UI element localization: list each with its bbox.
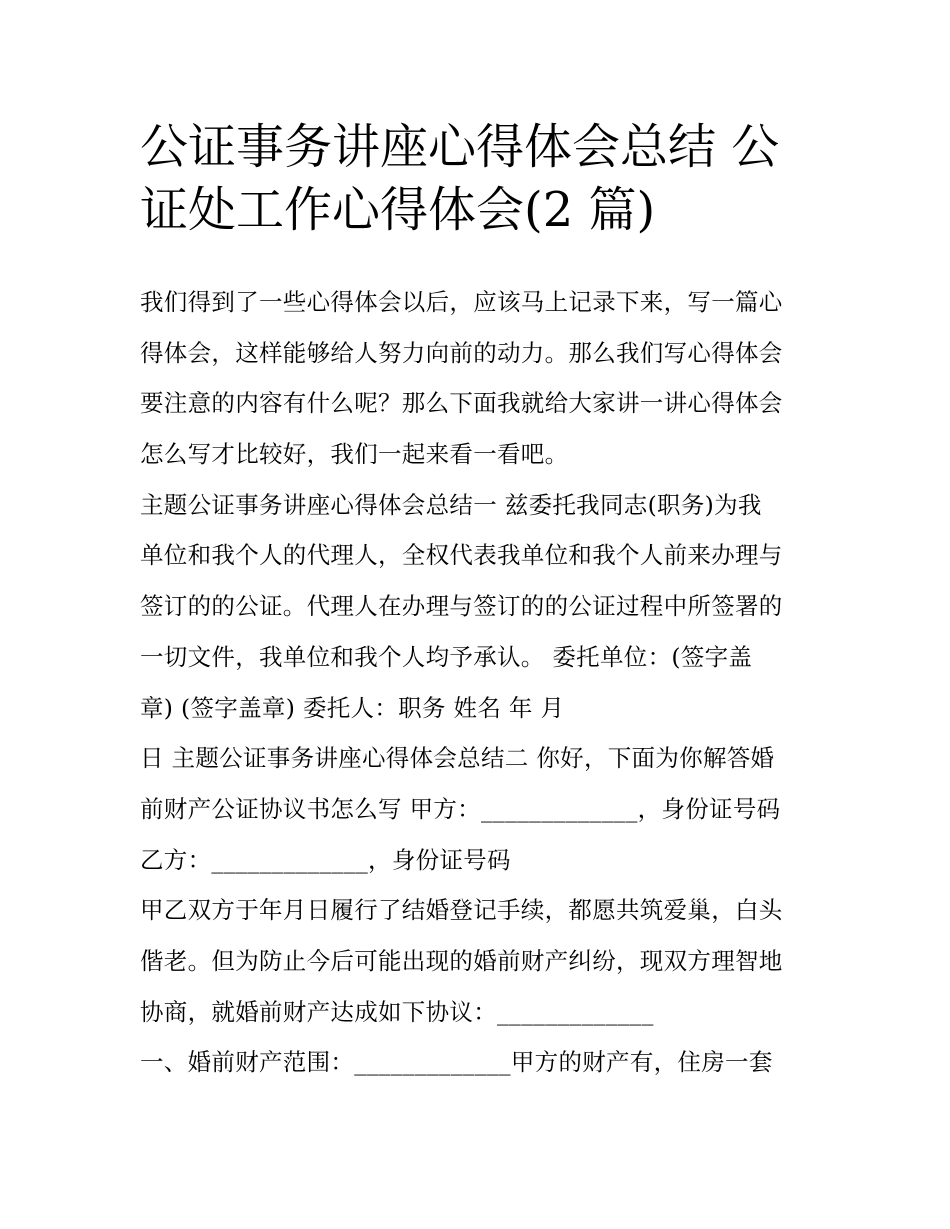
body-line: 甲乙双方于年月日履行了结婚登记手续，都愿共筑爱巢，白头 — [140, 896, 783, 925]
body-line: 日 主题公证事务讲座心得体会总结二 你好，下面为你解答婚 — [140, 744, 775, 773]
title-line-1: 公证事务讲座心得体会总结 公 — [140, 119, 780, 175]
title-line-2: 证处工作心得体会(2 篇) — [140, 182, 656, 238]
body-line: 协商，就婚前财产达成如下协议：_____________ — [140, 997, 654, 1026]
body-line: 乙方：_____________，身份证号码 — [140, 845, 511, 874]
body-line: 一、婚前财产范围：_____________甲方的财产有，住房一套 — [140, 1048, 773, 1077]
document-title — [140, 116, 820, 242]
body-line: 一切文件，我单位和我个人均予承认。 委托单位：(签字盖 — [140, 642, 753, 671]
body-line: 得体会，这样能够给人努力向前的动力。那么我们写心得体会 — [140, 338, 783, 367]
document-body — [140, 277, 830, 1088]
body-line: 主题公证事务讲座心得体会总结一 兹委托我同志(职务)为我 — [140, 490, 762, 519]
body-line: 前财产公证协议书怎么写 甲方：_____________，身份证号码 — [140, 794, 781, 823]
body-line: 章) (签字盖章) 委托人：职务 姓名 年 月 — [140, 693, 565, 722]
body-line: 偕老。但为防止今后可能出现的婚前财产纠纷，现双方理智地 — [140, 946, 783, 975]
body-line: 要注意的内容有什么呢？那么下面我就给大家讲一讲心得体会 — [140, 389, 783, 418]
body-line: 单位和我个人的代理人，全权代表我单位和我个人前来办理与 — [140, 541, 783, 570]
body-line: 怎么写才比较好，我们一起来看一看吧。 — [140, 440, 569, 469]
body-line: 我们得到了一些心得体会以后，应该马上记录下来，写一篇心 — [140, 288, 783, 316]
body-line: 签订的的公证。代理人在办理与签订的的公证过程中所签署的 — [140, 592, 783, 621]
